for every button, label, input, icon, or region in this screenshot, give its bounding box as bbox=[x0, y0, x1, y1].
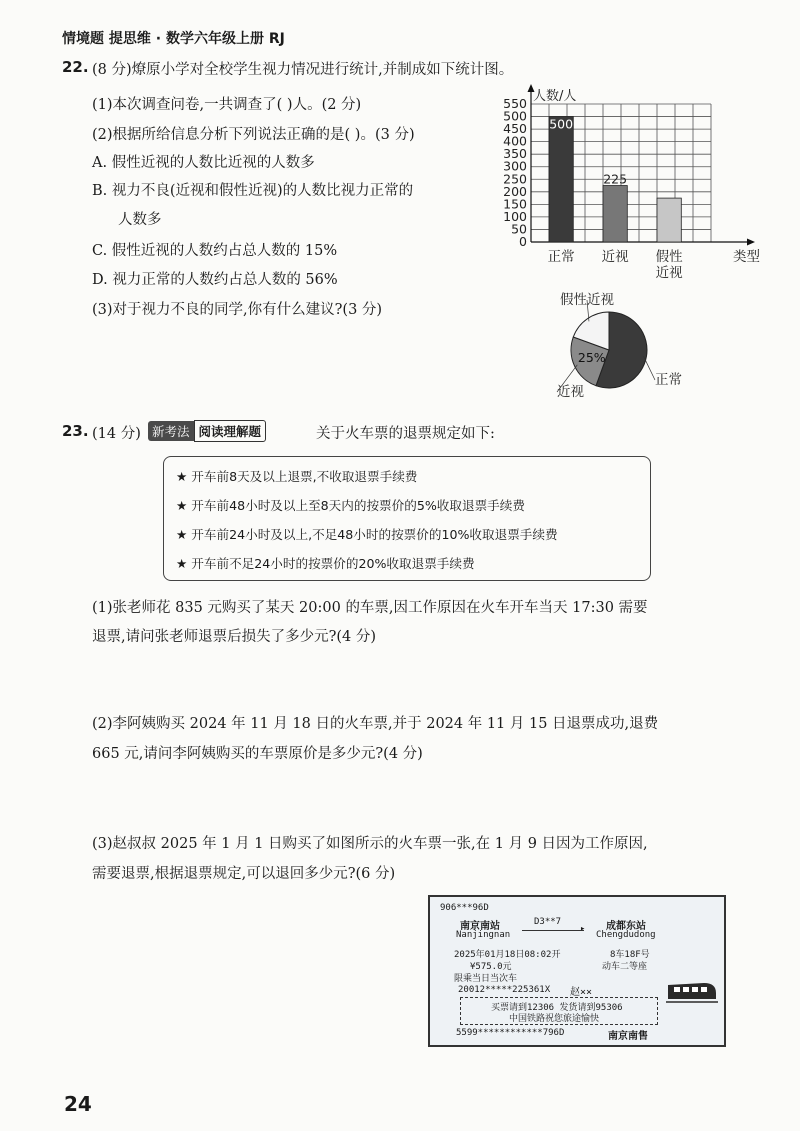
train-icon bbox=[666, 977, 718, 1005]
bar-data-label: 225 bbox=[603, 171, 628, 187]
question-22-stem: (8 分)燎原小学对全校学生视力情况进行统计,并制成如下统计图。 bbox=[92, 62, 514, 78]
ticket-notice-line1: 买票请到12306 发货请到95306 bbox=[491, 1003, 623, 1013]
pie-label: 假性近视 bbox=[560, 292, 614, 308]
ticket-notice-box bbox=[460, 997, 658, 1025]
new-method-tag bbox=[148, 420, 266, 442]
bar bbox=[657, 198, 681, 242]
bar-chart bbox=[490, 82, 760, 282]
ticket-code: 906***96D bbox=[440, 903, 489, 913]
question-23-points: (14 分) bbox=[92, 426, 141, 442]
y-axis-label: 人数/人 bbox=[533, 89, 577, 104]
y-tick-label: 50 bbox=[511, 221, 527, 237]
y-tick-label: 300 bbox=[503, 158, 527, 174]
ticket-class: 动车二等座 bbox=[602, 962, 648, 972]
question-23-part2-continued: 665 元,请问李阿姨购买的车票原价是多少元?(4 分) bbox=[92, 746, 423, 762]
y-tick-label: 200 bbox=[503, 183, 527, 199]
tag-reading: 阅读理解题 bbox=[194, 420, 267, 442]
option-c: C. 假性近视的人数约占总人数的 15% bbox=[92, 243, 338, 259]
rule-item: ★ 开车前48小时及以上至8天内的按票价的5%收取退票手续费 bbox=[176, 498, 525, 513]
question-23-part3-continued: 需要退票,根据退票规定,可以退回多少元?(6 分) bbox=[92, 866, 396, 882]
ticket-from-station: 南京南站 bbox=[460, 921, 500, 932]
y-tick-label: 150 bbox=[503, 196, 527, 212]
question-22-part2: (2)根据所给信息分析下列说法正确的是( )。(3 分) bbox=[92, 127, 415, 143]
ticket-serial: 5599************796D bbox=[456, 1028, 565, 1038]
y-tick-label: 350 bbox=[503, 146, 527, 162]
y-tick-label: 550 bbox=[503, 96, 527, 111]
x-category-label: 假性 bbox=[655, 249, 683, 265]
question-22-part3: (3)对于视力不良的同学,你有什么建议?(3 分) bbox=[92, 302, 383, 318]
ticket-from-pinyin: Nanjingnan bbox=[456, 930, 511, 940]
option-d: D. 视力正常的人数约占总人数的 56% bbox=[92, 272, 338, 288]
y-tick-label: 250 bbox=[503, 171, 527, 187]
option-b-continued: 人数多 bbox=[118, 212, 162, 228]
question-23-part1: (1)张老师花 835 元购买了某天 20:00 的车票,因工作原因在火车开车当天 17:30 需要 bbox=[92, 600, 648, 616]
option-a: A. 假性近视的人数比近视的人数多 bbox=[92, 155, 315, 171]
page-number: 24 bbox=[64, 1092, 92, 1116]
ticket-notice-line2: 中国铁路祝您旅途愉快 bbox=[509, 1014, 600, 1024]
ticket-to-station: 成都东站 bbox=[606, 921, 646, 932]
question-23-intro: 关于火车票的退票规定如下: bbox=[316, 426, 495, 442]
rule-item: ★ 开车前8天及以上退票,不收取退票手续费 bbox=[176, 469, 418, 484]
ticket-datetime: 2025年01月18日08:02开 bbox=[454, 950, 561, 960]
x-axis-label: 类型 bbox=[733, 249, 760, 265]
ticket-arrow-icon: ▸ bbox=[580, 924, 586, 934]
ticket-seat: 8车18F号 bbox=[610, 950, 650, 960]
ticket-passenger-name: 赵×× bbox=[570, 987, 593, 998]
pie-chart bbox=[525, 288, 705, 400]
y-tick-label: 450 bbox=[503, 121, 527, 137]
tag-new-method: 新考法 bbox=[148, 421, 194, 441]
question-23-part2: (2)李阿姨购买 2024 年 11 月 18 日的火车票,并于 2024 年 11 月 15 日退票成功,退费 bbox=[92, 716, 659, 732]
pie-leader-line bbox=[643, 356, 655, 380]
refund-rules-box bbox=[163, 456, 651, 581]
rule-item: ★ 开车前不足24小时的按票价的20%收取退票手续费 bbox=[176, 556, 475, 571]
pie-label: 近视 bbox=[557, 384, 584, 400]
question-23-part1-continued: 退票,请问张老师退票后损失了多少元?(4 分) bbox=[92, 629, 377, 645]
y-tick-label: 400 bbox=[503, 133, 527, 149]
ticket-sale-station: 南京南售 bbox=[608, 1031, 648, 1042]
y-tick-label: 500 bbox=[503, 108, 527, 124]
rule-item: ★ 开车前24小时及以上,不足48小时的按票价的10%收取退票手续费 bbox=[176, 527, 558, 542]
x-category-label: 近视 bbox=[655, 265, 683, 281]
pie-data-label: 25% bbox=[577, 350, 606, 366]
y-tick-label: 0 bbox=[519, 234, 527, 249]
bar bbox=[603, 186, 627, 242]
question-22-part1: (1)本次调查问卷,一共调查了( )人。(2 分) bbox=[92, 97, 362, 113]
ticket-validity: 限乘当日当次车 bbox=[454, 974, 518, 984]
ticket-train-number: D3**7 bbox=[534, 917, 562, 927]
x-category-label: 正常 bbox=[547, 249, 575, 265]
option-b: B. 视力不良(近视和假性近视)的人数比视力正常的 bbox=[92, 183, 414, 199]
ticket-passenger-id: 20012*****225361X bbox=[458, 985, 551, 995]
running-header: 情境题 提思维 · 数学六年级上册 RJ bbox=[62, 31, 285, 47]
ticket-to-pinyin: Chengdudong bbox=[596, 930, 656, 940]
bar bbox=[549, 117, 573, 242]
question-23-number: 23. bbox=[62, 422, 89, 440]
y-tick-label: 100 bbox=[503, 208, 527, 224]
bar-data-label: 500 bbox=[549, 116, 574, 132]
train-ticket bbox=[428, 895, 726, 1047]
ticket-arrow-line bbox=[522, 930, 584, 931]
pie-label: 正常 bbox=[655, 372, 682, 388]
question-22-number: 22. bbox=[62, 58, 89, 76]
ticket-price: ¥575.0元 bbox=[470, 962, 512, 972]
x-axis-arrow bbox=[747, 239, 755, 246]
x-category-label: 近视 bbox=[601, 249, 629, 265]
question-23-part3: (3)赵叔叔 2025 年 1 月 1 日购买了如图所示的火车票一张,在 1 月 9 日因为工作原因, bbox=[92, 836, 648, 852]
